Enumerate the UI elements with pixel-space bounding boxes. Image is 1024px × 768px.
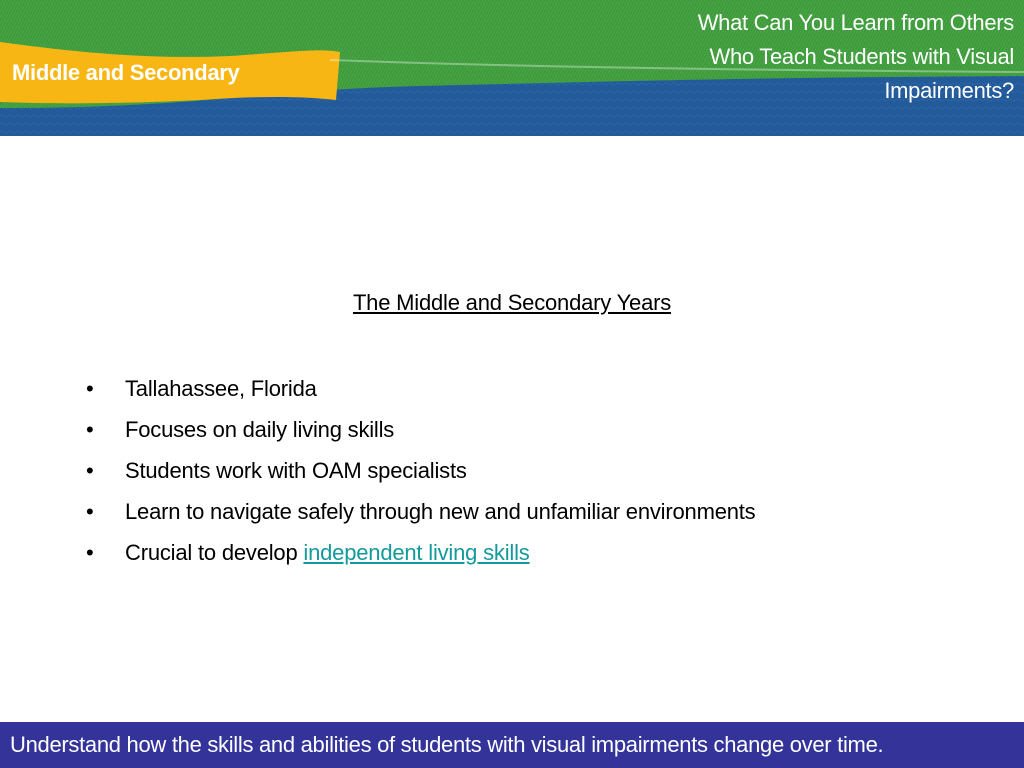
list-item xyxy=(84,450,755,491)
bullet-text: Focuses on daily living skills xyxy=(125,417,395,442)
content-heading: The Middle and Secondary Years xyxy=(352,290,672,315)
list-item xyxy=(84,368,755,409)
bullet-text: Students work with OAM specialists xyxy=(125,458,467,483)
bullet-icon: • xyxy=(86,376,94,401)
section-label: Middle and Secondary xyxy=(12,60,240,85)
footer-bar xyxy=(0,722,1024,768)
list-item xyxy=(84,532,755,573)
list-item xyxy=(84,491,755,532)
independent-living-skills-link[interactable]: independent living skills xyxy=(303,540,530,565)
list-item xyxy=(84,409,755,450)
header-title xyxy=(614,6,1014,108)
bullet-list xyxy=(84,368,755,573)
bullet-icon: • xyxy=(86,540,94,565)
header-title-line-1: What Can You Learn from Others xyxy=(697,10,1014,35)
bullet-text: Learn to navigate safely through new and unfamiliar environments xyxy=(125,499,756,524)
bullet-icon: • xyxy=(86,458,94,483)
bullet-text: Tallahassee, Florida xyxy=(125,376,317,401)
slide-content xyxy=(0,136,1024,722)
bullet-icon: • xyxy=(86,499,94,524)
bullet-icon: • xyxy=(86,417,94,442)
bullet-text: Crucial to develop xyxy=(125,540,304,565)
header-banner xyxy=(0,0,1024,136)
header-title-line-2: Who Teach Students with Visual xyxy=(709,44,1014,69)
header-title-line-3: Impairments? xyxy=(884,78,1014,103)
footer-text: Understand how the skills and abilities of students with visual impairments change over time. xyxy=(10,732,884,757)
